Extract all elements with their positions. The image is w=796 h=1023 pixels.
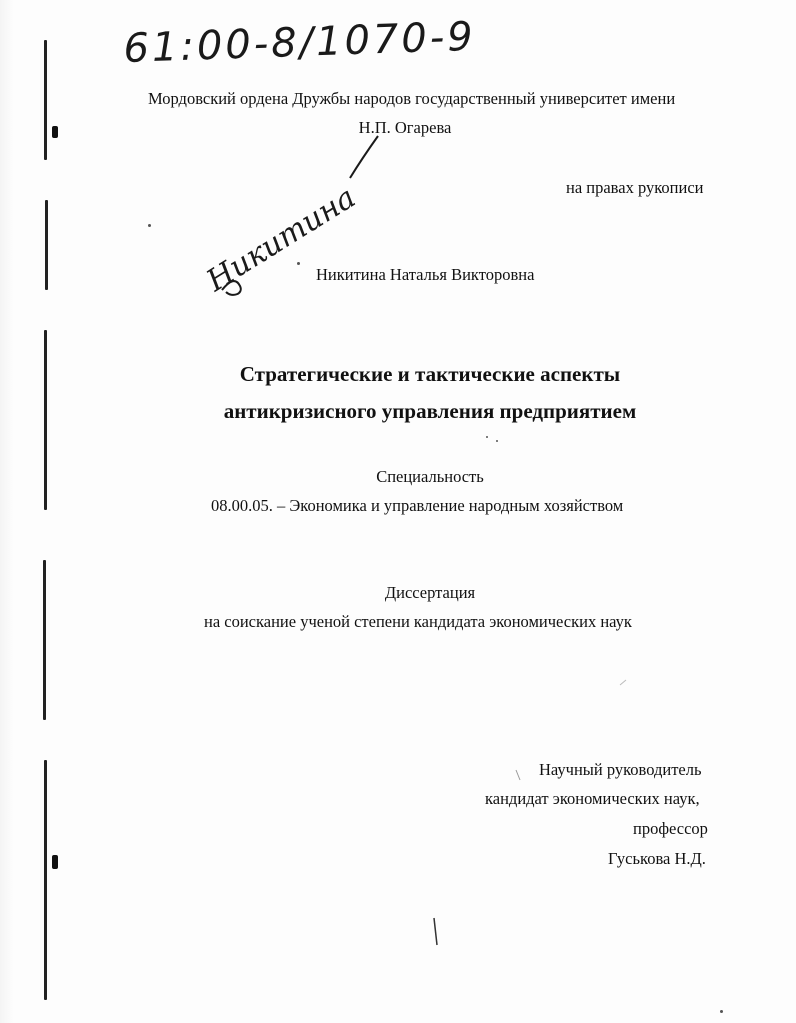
specialty-label: Специальность — [376, 467, 484, 486]
author-name: Никитина Наталья Викторовна — [316, 265, 535, 284]
scan-stray-mark — [620, 680, 626, 685]
university-patron: Н.П. Огарева — [358, 118, 452, 137]
scan-stray-mark — [516, 770, 520, 780]
degree-purpose: на соискание ученой степени кандидата экономических наук — [204, 612, 632, 631]
archive-code-handwritten: 61:00-8/1070-9 — [122, 13, 477, 72]
supervisor-label: Научный руководитель — [539, 760, 702, 779]
scan-stray-mark — [434, 918, 437, 945]
dissertation-title-line1: Стратегические и тактические аспекты — [239, 362, 621, 386]
university-name: Мордовский ордена Дружбы народов государственный университет имени — [148, 89, 676, 108]
manuscript-rights: на правах рукописи — [566, 178, 704, 197]
supervisor-rank: профессор — [633, 819, 708, 838]
signature-stroke — [350, 136, 378, 178]
specialty-code: 08.00.05. – Экономика и управление народным хозяйством — [211, 496, 624, 515]
supervisor-name: Гуськова Н.Д. — [608, 849, 706, 868]
dissertation-title-line2: антикризисного управления предприятием — [223, 399, 637, 423]
dissertation-label: Диссертация — [384, 583, 476, 602]
supervisor-degree: кандидат экономических наук, — [485, 789, 700, 808]
author-signature: Никитина — [200, 180, 362, 299]
